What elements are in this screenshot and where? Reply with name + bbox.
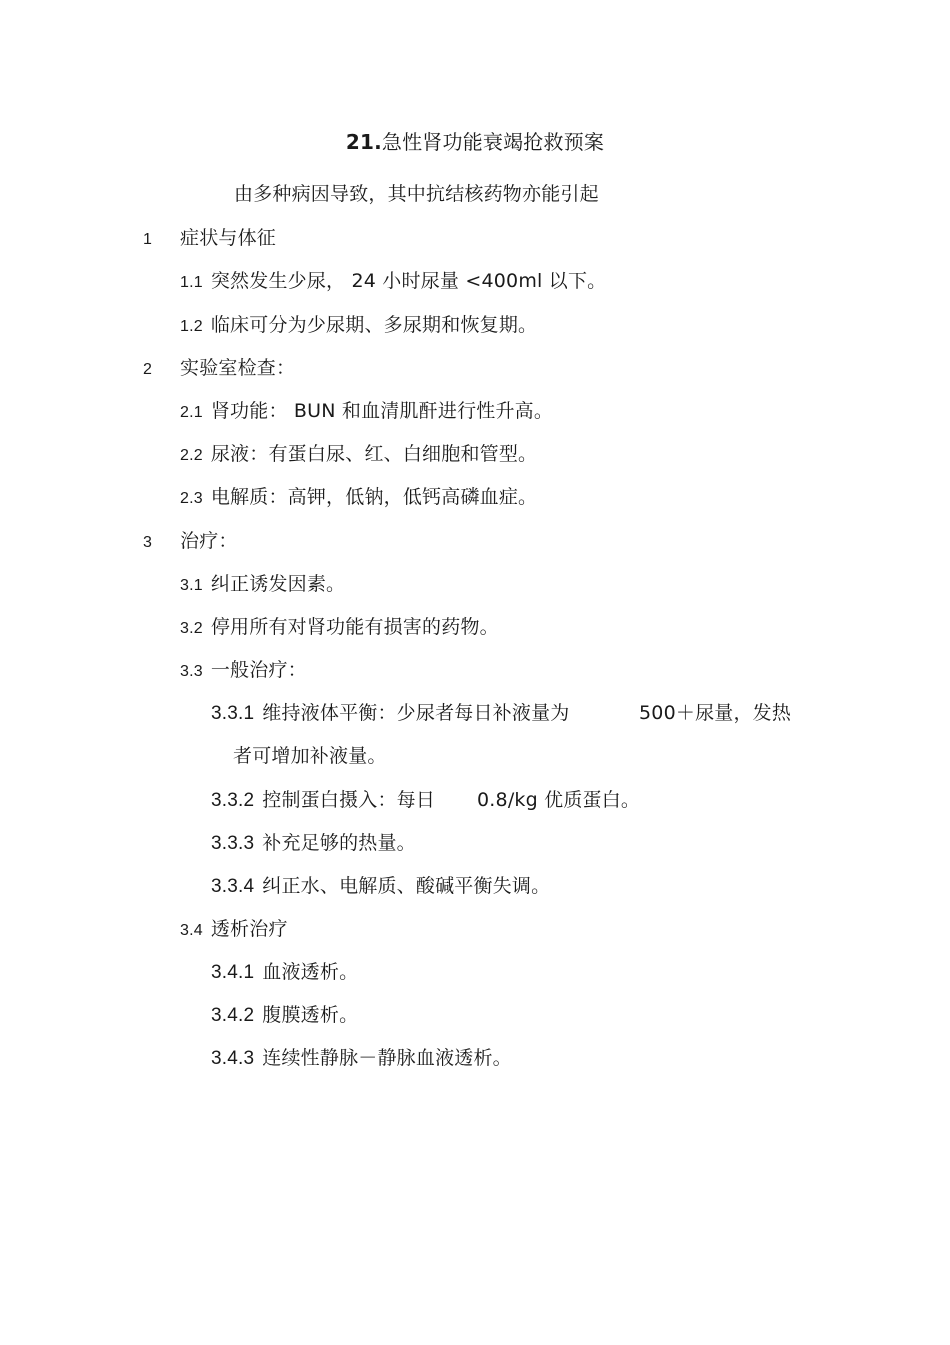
- section-3-3-1-tail: 500＋尿量，发热: [639, 702, 792, 724]
- section-3-1: [180, 572, 345, 598]
- section-number: 2: [143, 361, 153, 378]
- section-3-4-3: [211, 1046, 512, 1071]
- section-text: 肾功能： BUN 和血清肌酐进行性升高。: [210, 400, 554, 422]
- section-3-3-3: [211, 831, 416, 856]
- section-number: 3.4: [180, 922, 203, 939]
- section-3-2: [180, 615, 499, 641]
- section-number: 2.3: [180, 490, 203, 507]
- section-number: 1.2: [180, 318, 203, 335]
- section-text: 尿液：有蛋白尿、红、白细胞和管型。: [210, 443, 538, 465]
- section-3-3-2: [211, 788, 435, 813]
- section-text: 实验室检查：: [180, 357, 296, 379]
- section-text: 症状与体征: [180, 227, 277, 249]
- intro-paragraph: 由多种病因导致，其中抗结核药物亦能引起: [234, 183, 599, 205]
- section-number: 3.4.2: [211, 1005, 255, 1026]
- section-number: 3.3: [180, 663, 203, 680]
- title-number: 21.: [345, 130, 382, 154]
- section-number: 3.2: [180, 620, 203, 637]
- section-2-2: [180, 442, 537, 468]
- section-3-3-1-continuation: 者可增加补液量。: [233, 745, 387, 767]
- section-3-3-4: [211, 874, 550, 899]
- section-number: 3.1: [180, 577, 203, 594]
- section-text: 血液透析。: [262, 961, 359, 983]
- section-text: 透析治疗: [210, 918, 288, 940]
- section-number: 3.3.2: [211, 790, 255, 811]
- title-text: 急性肾功能衰竭抢救预案: [381, 130, 605, 154]
- section-number: 2.1: [180, 404, 203, 421]
- section-3-3-1: [211, 701, 569, 726]
- section-number: 3.3.1: [211, 703, 255, 724]
- section-2-3: [180, 485, 537, 511]
- section-text: 维持液体平衡：少尿者每日补液量为: [262, 702, 570, 724]
- section-1-1: [180, 269, 606, 295]
- section-number: 2.2: [180, 447, 203, 464]
- section-text: 补充足够的热量。: [262, 832, 416, 854]
- section-3: [143, 529, 238, 555]
- section-3-4: [180, 917, 288, 943]
- section-3-4-2: [211, 1003, 358, 1028]
- section-2-1: [180, 399, 553, 425]
- document-title: [0, 130, 950, 154]
- section-3-3: [180, 658, 307, 684]
- section-text: 纠正诱发因素。: [210, 573, 346, 595]
- section-number: 3.3.3: [211, 833, 255, 854]
- section-3-3-2-tail: 0.8/kg 优质蛋白。: [477, 789, 641, 811]
- section-text: 治疗：: [180, 530, 238, 552]
- section-1-2: [180, 313, 537, 339]
- section-number: 3.3.4: [211, 876, 255, 897]
- section-text: 一般治疗：: [210, 659, 307, 681]
- section-text: 停用所有对肾功能有损害的药物。: [210, 616, 499, 638]
- section-text: 电解质：高钾，低钠，低钙高磷血症。: [210, 486, 538, 508]
- section-text: 纠正水、电解质、酸碱平衡失调。: [262, 875, 551, 897]
- section-number: 3.4.1: [211, 962, 255, 983]
- section-text: 临床可分为少尿期、多尿期和恢复期。: [210, 314, 538, 336]
- section-text: 腹膜透析。: [262, 1004, 359, 1026]
- section-text: 突然发生少尿， 24 小时尿量 <400ml 以下。: [210, 270, 607, 292]
- section-number: 3.4.3: [211, 1048, 255, 1069]
- section-3-4-1: [211, 960, 358, 985]
- section-number: 1.1: [180, 274, 203, 291]
- section-2: [143, 356, 295, 382]
- section-text: 控制蛋白摄入：每日: [262, 789, 436, 811]
- section-number: 3: [143, 534, 153, 551]
- section-text: 连续性静脉－静脉血液透析。: [262, 1047, 512, 1069]
- section-number: 1: [143, 231, 153, 248]
- section-1: [143, 226, 276, 252]
